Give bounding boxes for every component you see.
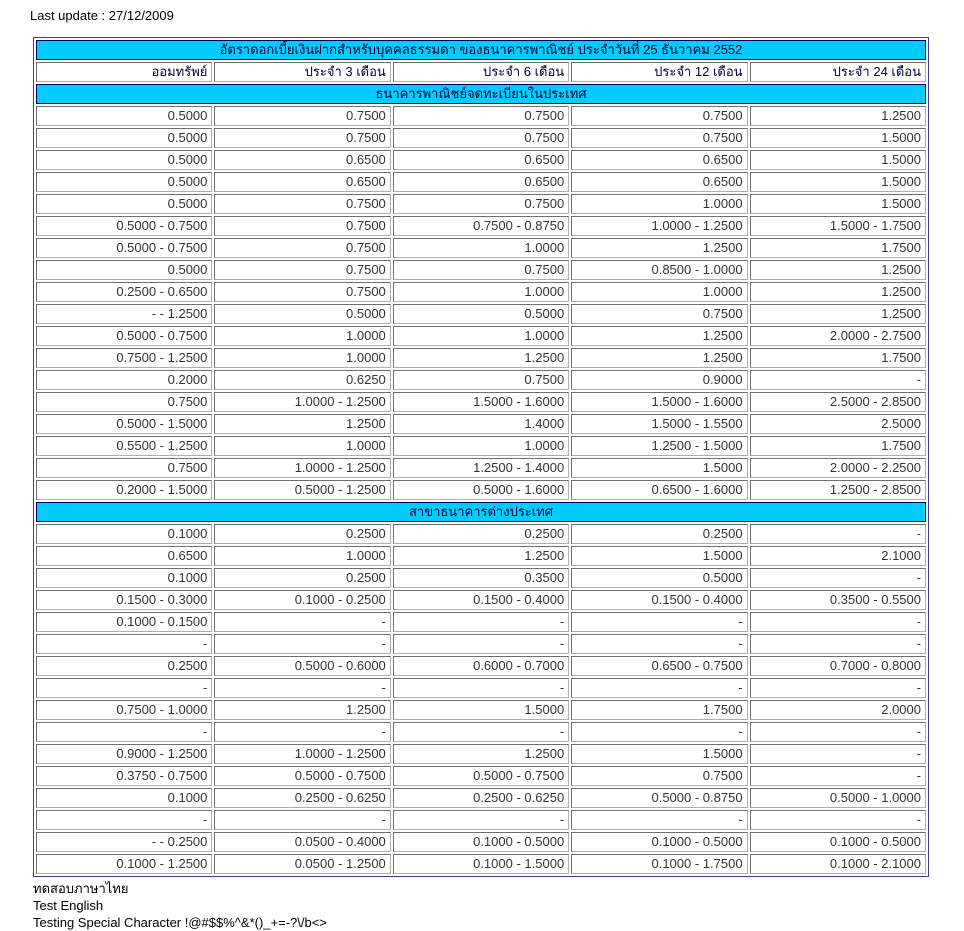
rate-cell: 0.6500 [36, 546, 212, 566]
rate-cell: 0.7500 [214, 216, 390, 236]
rate-cell: 0.2000 [36, 370, 212, 390]
rate-cell: 0.5000 - 1.0000 [750, 788, 926, 808]
rate-cell: 1.2500 [393, 348, 569, 368]
rate-row [36, 128, 926, 148]
rate-cell: 0.7500 - 1.2500 [36, 348, 212, 368]
rate-cell: - [393, 678, 569, 698]
rate-cell: - [393, 634, 569, 654]
rate-cell: - [214, 810, 390, 830]
rate-row [36, 656, 926, 676]
rate-cell: 1.5000 [750, 150, 926, 170]
rate-row [36, 788, 926, 808]
rate-cell: - [750, 568, 926, 588]
rate-cell: 0.7500 [214, 128, 390, 148]
rate-cell: 2.5000 [750, 414, 926, 434]
rate-cell: 0.5000 [36, 128, 212, 148]
rate-cell: 0.9000 - 1.2500 [36, 744, 212, 764]
rate-cell: 0.5000 [214, 304, 390, 324]
rate-cell: 0.1000 - 1.2500 [36, 854, 212, 874]
rate-cell: - [393, 722, 569, 742]
rate-row [36, 700, 926, 720]
rate-cell: 0.1000 - 0.5000 [393, 832, 569, 852]
rate-row [36, 832, 926, 852]
rate-cell: 1.5000 - 1.7500 [750, 216, 926, 236]
section-header-row [36, 84, 926, 104]
rate-cell: 0.1500 - 0.3000 [36, 590, 212, 610]
rate-cell: - [393, 810, 569, 830]
rate-row [36, 348, 926, 368]
rate-cell: 0.5000 [36, 172, 212, 192]
rate-cell: 1.0000 [214, 436, 390, 456]
rate-cell: - [750, 524, 926, 544]
rate-cell: - [36, 722, 212, 742]
footer-thai-test-line: ทดสอบภาษาไทย [33, 881, 129, 896]
rate-cell: 1.2500 [750, 106, 926, 126]
rate-cell: 0.5000 [36, 260, 212, 280]
rate-cell: 1.2500 [214, 414, 390, 434]
rate-cell: 0.5000 - 1.5000 [36, 414, 212, 434]
rate-cell: 0.7500 [214, 194, 390, 214]
rate-row [36, 458, 926, 478]
rate-cell: 0.1000 [36, 568, 212, 588]
rate-cell: 0.7500 [571, 766, 747, 786]
rate-cell: 0.6500 [571, 172, 747, 192]
rate-row [36, 150, 926, 170]
rate-cell: 1.0000 [571, 282, 747, 302]
rate-cell: 0.5000 - 0.7500 [36, 326, 212, 346]
rate-cell: 2.5000 - 2.8500 [750, 392, 926, 412]
rate-cell: - [36, 678, 212, 698]
rate-cell: 0.6000 - 0.7000 [393, 656, 569, 676]
rate-cell: 1.2500 - 2.8500 [750, 480, 926, 500]
rate-cell: 0.1000 - 0.2500 [214, 590, 390, 610]
rate-cell: 1.0000 [214, 546, 390, 566]
rate-cell: 0.5000 - 0.7500 [36, 238, 212, 258]
rate-cell: 0.5000 - 0.7500 [393, 766, 569, 786]
rate-row [36, 590, 926, 610]
rate-row [36, 766, 926, 786]
rate-cell: 1.5000 - 1.6000 [393, 392, 569, 412]
rate-cell: 1.0000 [393, 282, 569, 302]
rate-cell: 0.7500 [214, 238, 390, 258]
rate-cell: 0.1000 - 1.7500 [571, 854, 747, 874]
rate-cell: 0.1500 - 0.4000 [393, 590, 569, 610]
rate-cell: 1.7500 [750, 238, 926, 258]
rate-cell: 0.5000 - 0.8750 [571, 788, 747, 808]
rate-cell: 0.7500 - 1.0000 [36, 700, 212, 720]
rate-cell: 2.0000 - 2.7500 [750, 326, 926, 346]
rate-cell: 1.2500 [571, 238, 747, 258]
rate-cell: 1.2500 [750, 282, 926, 302]
rate-cell: 0.6500 [214, 150, 390, 170]
rate-cell: 1.2500 [750, 304, 926, 324]
rate-cell: 0.6500 [571, 150, 747, 170]
rate-cell: 0.2000 - 1.5000 [36, 480, 212, 500]
rate-cell: - [750, 810, 926, 830]
rate-cell: 0.9000 [571, 370, 747, 390]
rate-cell: 0.2500 [393, 524, 569, 544]
column-header-fixed-6-month: ประจำ 6 เดือน [393, 62, 569, 82]
column-header-fixed-12-month: ประจำ 12 เดือน [571, 62, 747, 82]
rate-cell: 0.5000 - 0.7500 [36, 216, 212, 236]
rate-cell: 0.5000 - 1.6000 [393, 480, 569, 500]
rate-cell: 1.5000 [750, 194, 926, 214]
rate-cell: 0.0500 - 0.4000 [214, 832, 390, 852]
rate-row [36, 854, 926, 874]
rate-cell: 0.1000 - 0.5000 [571, 832, 747, 852]
rate-cell: 0.7500 [571, 128, 747, 148]
rate-row [36, 414, 926, 434]
rate-cell: 1.7500 [571, 700, 747, 720]
rate-cell: 1.0000 [214, 326, 390, 346]
rate-cell: 2.1000 [750, 546, 926, 566]
rate-cell: 0.1000 [36, 788, 212, 808]
rate-cell: 0.5000 [36, 194, 212, 214]
rate-cell: 1.0000 - 1.2500 [214, 392, 390, 412]
rate-cell: 0.1000 - 2.1000 [750, 854, 926, 874]
rate-cell: 0.2500 - 0.6250 [393, 788, 569, 808]
rate-cell: 0.2500 [214, 568, 390, 588]
rate-row [36, 810, 926, 830]
rate-cell: 1.2500 [214, 700, 390, 720]
rate-cell: 0.2500 [214, 524, 390, 544]
rate-cell: - [750, 722, 926, 742]
rate-cell: 1.0000 - 1.2500 [571, 216, 747, 236]
rate-row [36, 194, 926, 214]
rate-cell: 1.5000 [571, 744, 747, 764]
section-header-foreign-bank-branches: สาขาธนาคารต่างประเทศ [36, 502, 926, 522]
rate-cell: 1.0000 - 1.2500 [214, 458, 390, 478]
rate-row [36, 634, 926, 654]
rate-cell: 1.0000 - 1.2500 [214, 744, 390, 764]
rate-cell: 1.5000 [393, 700, 569, 720]
rate-cell: 1.0000 [393, 326, 569, 346]
rate-cell: 1.7500 [750, 436, 926, 456]
rate-cell: 0.3500 - 0.5500 [750, 590, 926, 610]
rate-row [36, 744, 926, 764]
rate-cell: 1.0000 [393, 436, 569, 456]
rate-cell: 0.7500 [36, 458, 212, 478]
rate-cell: 1.5000 - 1.6000 [571, 392, 747, 412]
rate-cell: - [750, 744, 926, 764]
rate-cell: - [214, 634, 390, 654]
rate-cell: - [571, 612, 747, 632]
rate-cell: 0.5000 [571, 568, 747, 588]
column-header-savings: ออมทรัพย์ [36, 62, 212, 82]
rate-cell: 0.7500 [36, 392, 212, 412]
rate-row [36, 282, 926, 302]
rate-cell: 0.6250 [214, 370, 390, 390]
rate-cell: 1.2500 [393, 546, 569, 566]
last-update-label: Last update : 27/12/2009 [30, 8, 174, 23]
rate-cell: 0.7000 - 0.8000 [750, 656, 926, 676]
rate-cell: 1.0000 [393, 238, 569, 258]
rate-cell: 0.5000 [36, 150, 212, 170]
rate-cell: - [750, 634, 926, 654]
rate-cell: 0.7500 [393, 106, 569, 126]
rate-cell: 1.7500 [750, 348, 926, 368]
footer-english-test-line: Test English [33, 898, 104, 913]
rate-cell: - [214, 722, 390, 742]
rate-cell: 1.2500 - 1.4000 [393, 458, 569, 478]
footer-special-characters-line: Testing Special Character !@#$$%^&*()_+=-?\/b<> [33, 915, 327, 930]
column-header-row [36, 62, 926, 82]
rate-cell: 0.0500 - 1.2500 [214, 854, 390, 874]
rate-cell: - [750, 370, 926, 390]
rate-cell: 0.8500 - 1.0000 [571, 260, 747, 280]
column-header-fixed-24-month: ประจำ 24 เดือน [750, 62, 926, 82]
rate-cell: 0.5500 - 1.2500 [36, 436, 212, 456]
rate-cell: 0.7500 [214, 260, 390, 280]
rate-cell: 0.7500 [214, 106, 390, 126]
rate-cell: 0.6500 [393, 150, 569, 170]
rate-cell: - - 0.2500 [36, 832, 212, 852]
rate-cell: 0.7500 [393, 194, 569, 214]
rate-cell: 1.0000 [214, 348, 390, 368]
rate-cell: 0.1500 - 0.4000 [571, 590, 747, 610]
rate-row [36, 216, 926, 236]
rate-row [36, 370, 926, 390]
rate-cell: 0.6500 [214, 172, 390, 192]
rate-row [36, 678, 926, 698]
table-title: อัตราดอกเบี้ยเงินฝากสำหรับบุคคลธรรมดา ของธนาคารพาณิชย์ ประจำวันที่ 25 ธันวาคม 2552 [36, 40, 926, 60]
rate-row [36, 722, 926, 742]
rate-row [36, 480, 926, 500]
rate-row [36, 546, 926, 566]
rate-row [36, 392, 926, 412]
rate-cell: 2.0000 [750, 700, 926, 720]
rate-cell: 1.2500 [750, 260, 926, 280]
rate-cell: 0.2500 [571, 524, 747, 544]
rate-cell: - [571, 722, 747, 742]
rate-cell: 0.5000 - 0.6000 [214, 656, 390, 676]
rate-cell: - [36, 634, 212, 654]
rate-cell: - [214, 612, 390, 632]
rate-cell: - - 1.2500 [36, 304, 212, 324]
rate-cell: 0.6500 - 1.6000 [571, 480, 747, 500]
rate-cell: 1.2500 [571, 348, 747, 368]
rate-cell: 0.7500 [393, 260, 569, 280]
rate-row [36, 106, 926, 126]
rate-cell: - [393, 612, 569, 632]
rate-cell: 1.5000 [750, 172, 926, 192]
rate-cell: 0.5000 [36, 106, 212, 126]
rate-cell: - [571, 634, 747, 654]
column-header-fixed-3-month: ประจำ 3 เดือน [214, 62, 390, 82]
rate-cell: 1.5000 [571, 546, 747, 566]
rate-cell: 2.0000 - 2.2500 [750, 458, 926, 478]
rate-cell: 1.5000 [750, 128, 926, 148]
rate-cell: 0.1000 - 1.5000 [393, 854, 569, 874]
rate-cell: 0.5000 - 1.2500 [214, 480, 390, 500]
rate-row [36, 260, 926, 280]
rate-row [36, 524, 926, 544]
rate-cell: 0.7500 - 0.8750 [393, 216, 569, 236]
rate-row [36, 612, 926, 632]
rate-cell: 0.6500 - 0.7500 [571, 656, 747, 676]
section-header-row [36, 502, 926, 522]
rate-cell: 1.2500 [571, 326, 747, 346]
rate-cell: 0.7500 [214, 282, 390, 302]
rate-cell: 0.3500 [393, 568, 569, 588]
rate-cell: 0.1000 - 0.5000 [750, 832, 926, 852]
rate-cell: 0.2500 - 0.6500 [36, 282, 212, 302]
footer [33, 880, 964, 931]
rate-cell: 0.1000 [36, 524, 212, 544]
rate-cell: - [750, 612, 926, 632]
rate-cell: 0.2500 [36, 656, 212, 676]
section-header-domestic-registered-commercial-banks: ธนาคารพาณิชย์จดทะเบียนในประเทศ [36, 84, 926, 104]
rate-cell: - [36, 810, 212, 830]
rate-cell: 1.5000 - 1.5500 [571, 414, 747, 434]
rate-row [36, 436, 926, 456]
rate-cell: 1.2500 - 1.5000 [571, 436, 747, 456]
rate-row [36, 568, 926, 588]
rate-cell: 0.1000 - 0.1500 [36, 612, 212, 632]
rate-row [36, 238, 926, 258]
rate-cell: 1.5000 [571, 458, 747, 478]
rate-cell: 0.6500 [393, 172, 569, 192]
rate-row [36, 326, 926, 346]
rate-cell: - [571, 678, 747, 698]
rate-cell: 1.0000 [571, 194, 747, 214]
rate-cell: - [214, 678, 390, 698]
rate-cell: 0.3750 - 0.7500 [36, 766, 212, 786]
rate-cell: 0.2500 - 0.6250 [214, 788, 390, 808]
rate-cell: - [750, 766, 926, 786]
rate-cell: 0.5000 [393, 304, 569, 324]
rate-cell: - [750, 678, 926, 698]
rate-cell: 0.7500 [571, 304, 747, 324]
rate-cell: 0.7500 [571, 106, 747, 126]
rate-row [36, 172, 926, 192]
rate-cell: 1.4000 [393, 414, 569, 434]
rate-row [36, 304, 926, 324]
table-title-row [36, 40, 926, 60]
rate-cell: 1.2500 [393, 744, 569, 764]
rate-cell: - [571, 810, 747, 830]
rate-cell: 0.5000 - 0.7500 [214, 766, 390, 786]
rate-cell: 0.7500 [393, 370, 569, 390]
deposit-interest-rates-table [33, 37, 929, 877]
rate-cell: 0.7500 [393, 128, 569, 148]
